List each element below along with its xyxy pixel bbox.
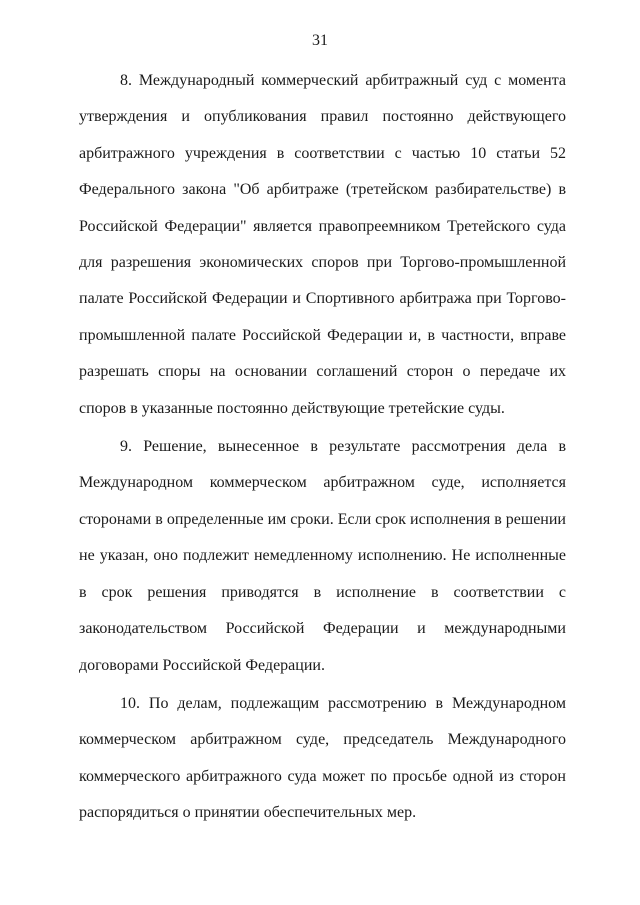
paragraph-8: 8. Международный коммерческий арбитражный суд с момента утверждения и опубликования правил постоянно действующего арбитражного учреждения в соответствии с частью 10 статьи 52 Федерального закона "Об арбитраже (третейском разбирательстве) в Российской Федерации" является правопреемником Третейского суда для разрешения экономических споров при Торгово-промышленной палате Российской Федерации и Спортивного арбитража при Торгово-промышленной палате Российской Федерации и, в частности, вправе разрешать споры на основании соглашений сторон о передаче их споров в указанные постоянно действующие третейские суды. bbox=[79, 72, 566, 417]
paragraph-10: 10. По делам, подлежащим рассмотрению в Международном коммерческом арбитражном суде, председатель Международного коммерческого арбитражного суда может по просьбе одной из сторон распорядиться о принятии обеспечительных мер. bbox=[79, 694, 566, 822]
paragraph-9: 9. Решение, вынесенное в результате рассмотрения дела в Международном коммерческом арбитражном суде, исполняется сторонами в определенные им сроки. Если срок исполнения в решении не указан, оно подлежит немедленному исполнению. Не исполненные в срок решения приводятся в исполнение в соответствии с законодательством Российской Федерации и международными договорами Российской Федерации. bbox=[79, 438, 566, 674]
page-number: 31 bbox=[312, 32, 328, 49]
document-body bbox=[79, 63, 566, 832]
